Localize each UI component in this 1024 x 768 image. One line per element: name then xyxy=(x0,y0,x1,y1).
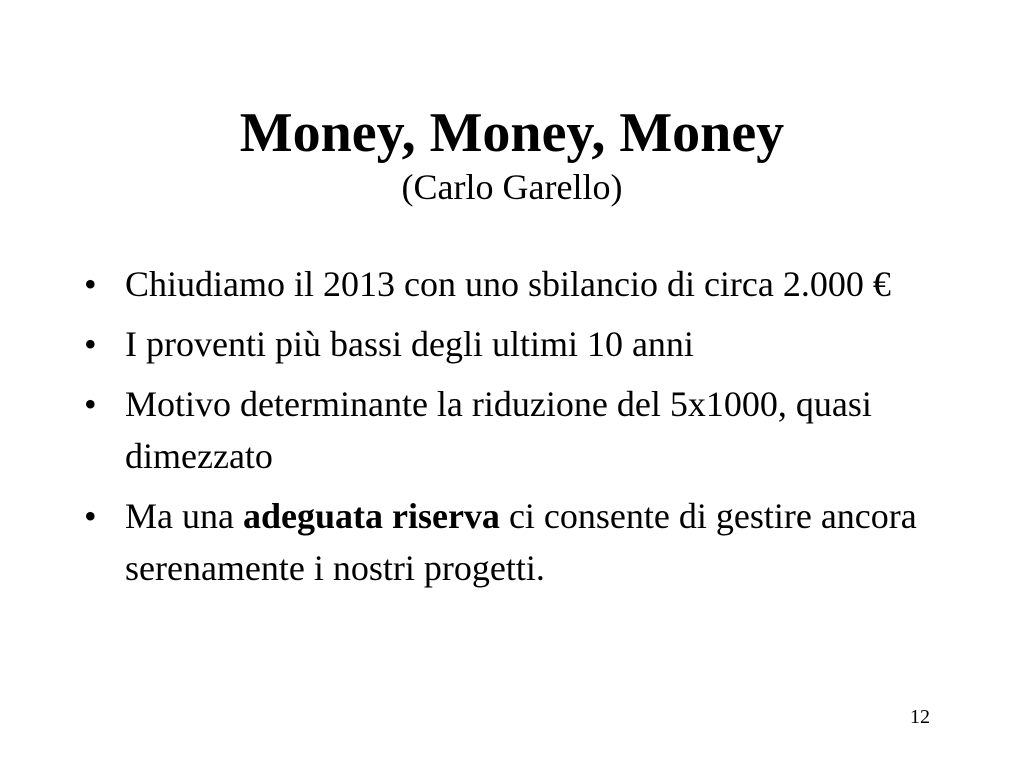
bullet-text: Chiudiamo il 2013 con uno sbilancio di circa 2.000 € xyxy=(125,264,891,304)
bullet-text-after: ci consente di gestire ancora serenamente i nostri progetti. xyxy=(125,496,917,588)
bullet-list xyxy=(82,258,962,602)
bullet-icon: • xyxy=(84,264,97,304)
title-block xyxy=(0,100,1024,208)
bullet-text-before: Ma una xyxy=(125,496,243,536)
bullet-icon: • xyxy=(84,324,97,364)
bullet-icon: • xyxy=(84,384,97,424)
bullet-item xyxy=(82,490,962,594)
slide-subtitle: (Carlo Garello) xyxy=(401,167,623,207)
slide-title: Money, Money, Money xyxy=(239,102,785,164)
bullet-text: I proventi più bassi degli ultimi 10 anni xyxy=(125,324,694,364)
bullet-item xyxy=(82,318,962,370)
page-number: 12 xyxy=(910,706,930,728)
bullet-item xyxy=(82,378,962,482)
bullet-text-bold: adeguata riserva xyxy=(242,496,500,536)
bullet-text: Motivo determinante la riduzione del 5x1000, quasi dimezzato xyxy=(125,384,872,476)
bullet-icon: • xyxy=(84,496,97,536)
bullet-item xyxy=(82,258,962,310)
